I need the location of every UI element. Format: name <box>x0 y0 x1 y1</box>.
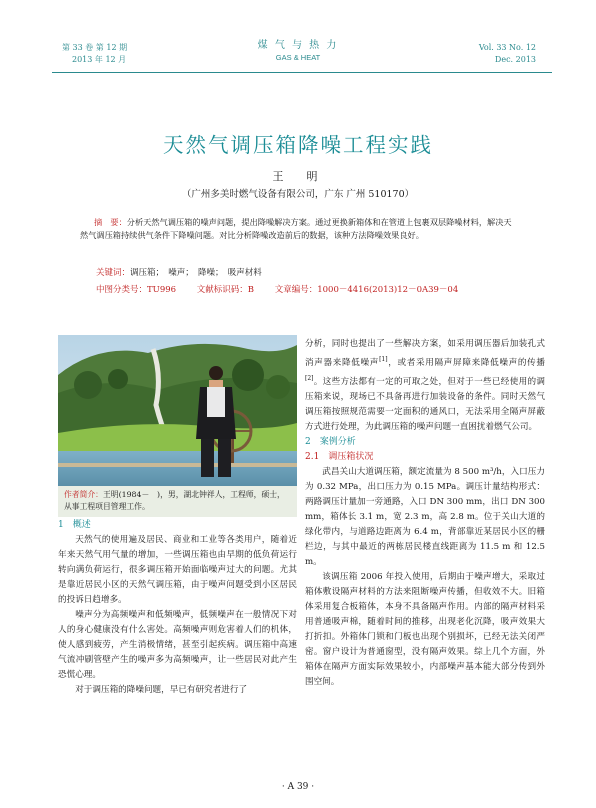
author-affiliation: （广州多美时燃气设备有限公司，广东 广州 510170） <box>181 189 415 200</box>
paragraph <box>305 337 545 435</box>
keywords <box>96 266 262 278</box>
right-column <box>305 337 545 690</box>
paragraph: 噪声分为高频噪声和低频噪声，低频噪声在一般情况下对人的身心健康没有什么害处。高频噪声则危害着人们的机体，使人感到疲劳，产生消极情绪，甚至引起疾病。调压箱中高速气流冲刷管壁产生的噪声多为高频噪声，让一些居民对此产生恐慌心理。 <box>58 610 297 680</box>
author-photo-image <box>58 335 297 486</box>
issue-date: 2013 年 12 月 <box>72 55 127 64</box>
paragraph: 该调压箱 2006 年投入使用，后期由于噪声增大，采取过箱体敷设隔声材料的方法来阻断噪声传播，但收效不大。旧箱体采用复合板箱体，本身不具备隔声作用。内部的隔声材料采用普通吸声棉，随着时间的推移，出现老化沉降，吸声效果大打折扣。外箱体门锁和门板也出现个别损坏，已经无法关闭严密。窗户设计为普通窗型，没有隔声效果。综上几个方面，外箱体在隔声方面实际效果较小，内部噪声基本能大部分传到外围空间。 <box>305 571 545 687</box>
author-bio-label: 作者简介： <box>64 490 103 499</box>
issue-date-en: Dec. 2013 <box>494 55 536 64</box>
journal-name-en: GAS & HEAT <box>275 53 321 62</box>
section-heading-overview: 1 概述 <box>58 520 91 530</box>
author-name: 王 明 <box>272 170 324 183</box>
paragraph: 武昌关山大道调压箱，额定流量为 8 500 m³/h，入口压力为 0.32 MPa，出口压力为 0.15 MPa。调压计量结构形式：两路调压计量加一旁通路，入口 DN 300 mm，出口 DN 300 mm，箱体长 3.1 m，宽 2.3 m，高 2.8 m。位于关山大道的绿化带内，与道路边距离为 6.4 m，背部靠近某居民小区的栅栏边，与其中最近的两栋居民楼直线距离为 11.5 m 和 12.5 m。 <box>305 466 545 567</box>
journal-volume-en <box>479 42 536 66</box>
keywords-label: 关键词： <box>96 268 131 278</box>
header-divider <box>52 72 552 73</box>
abstract <box>80 216 518 242</box>
section-heading-case: 2 案例分析 <box>305 436 356 447</box>
paragraph-text: ，或者采用隔声屏障来降低噪声的传播 <box>387 357 545 368</box>
article-title: 天然气调压箱降噪工程实践 <box>163 133 433 157</box>
journal-name-cn: 煤 气 与 热 力 <box>257 40 339 51</box>
page-number: · A 39 · <box>281 782 315 792</box>
left-column <box>58 518 297 698</box>
paragraph-text: 分析，同时也提出了一些解决方案，如采用调压器后加装孔式消声器来降低噪声 <box>305 339 545 368</box>
subsection-heading: 2.1 调压箱状况 <box>305 451 374 462</box>
volume-issue-en: Vol. 33 No. 12 <box>478 43 536 52</box>
document-code: 文献标识码：B <box>196 285 255 295</box>
classification-line <box>96 283 476 295</box>
paragraph-text: 。这些方法都有一定的可取之处，但对于一些已经使用的调压箱来说，现场已不具备再进行加装设备的条件。同时天然气调压箱按照规范需要一定面积的通风口，无法采用全隔声屏蔽方式进行处理，为此调压箱的噪声问题一直困扰着燃气公司。 <box>305 376 545 432</box>
volume-issue: 第 33 卷 第 12 期 <box>62 43 128 52</box>
author-bio <box>58 486 297 517</box>
article-number: 文章编号：1000－4416(2013)12－0A39－04 <box>274 285 459 295</box>
clc-number: 中图分类号：TU996 <box>96 285 177 295</box>
keywords-text: 调压箱； 噪声； 降噪； 吸声材料 <box>130 268 262 278</box>
citation-ref: [1] <box>379 356 388 363</box>
citation-ref: [2] <box>305 374 314 382</box>
author-photo <box>58 335 297 486</box>
author-bio-text: 王明(1984－ )，男，湖北钟祥人，工程师，硕士，从事工程项目管理工作。 <box>64 490 285 511</box>
paragraph: 对于调压箱的降噪问题，早已有研究者进行了 <box>75 685 248 695</box>
abstract-text: 分析天然气调压箱的噪声问题，提出降噪解决方案。通过更换新箱体和在管道上包裹双层降噪材料，解决天然气调压箱持续供气条件下降噪问题。对比分析降噪改造前后的数据，该种方法降噪效果良好。 <box>80 217 512 240</box>
abstract-label: 摘 要： <box>94 217 127 227</box>
paragraph: 天然气的使用遍及居民、商业和工业等各类用户，随着近年来天然气用气量的增加，一些调压箱也由早期的低负荷运行转向满负荷运行，很多调压箱开始面临噪声过大的问题。尤其是靠近居民小区的天然气调压箱，由于噪声问题受到小区居民的投诉日趋增多。 <box>58 535 297 605</box>
